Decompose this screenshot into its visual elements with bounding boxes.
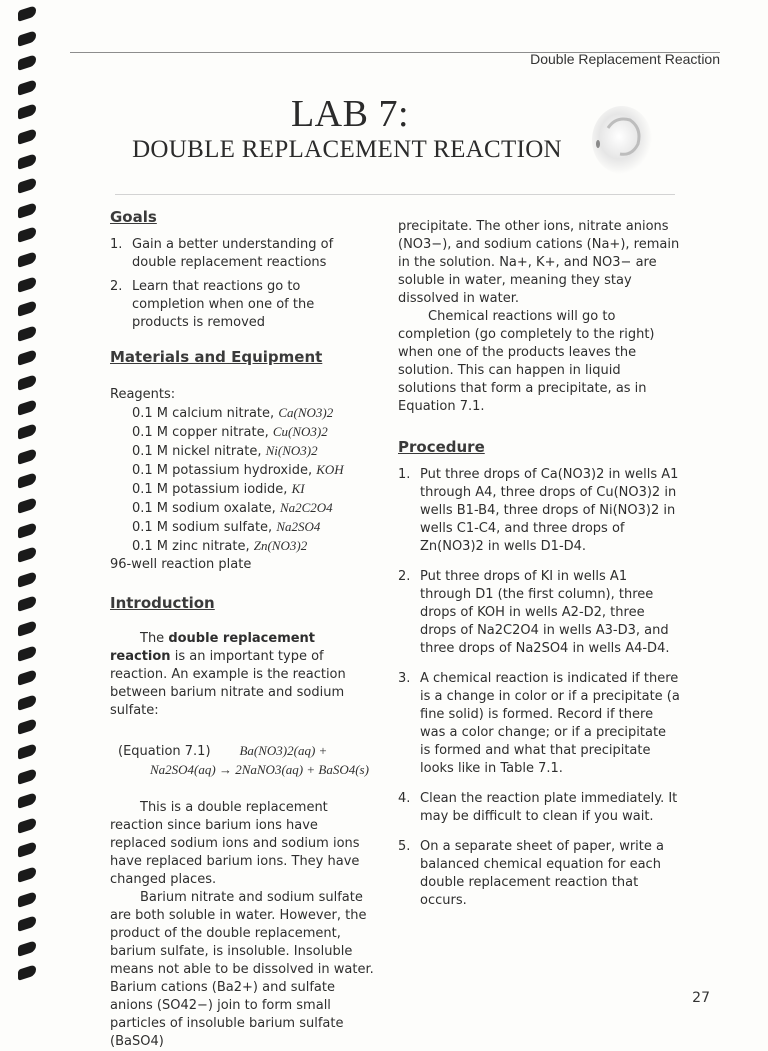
binding-ring [18, 54, 36, 71]
binding-ring [18, 448, 36, 465]
step-number: 4. [398, 791, 411, 806]
binding-ring [18, 546, 36, 563]
binding-ring [18, 300, 36, 317]
binding-ring [18, 276, 36, 293]
step-number: 2. [398, 569, 411, 584]
binding-ring [18, 522, 36, 539]
reagent-formula: KI [291, 481, 305, 496]
binding-ring [18, 472, 36, 489]
equation-label: (Equation 7.1) [118, 744, 211, 759]
intro-continued-paragraph: precipitate. The other ions, nitrate anions (NO3−), and sodium cations (Na+), remain in the solution. Na+, K+, and NO3− are soluble in water, meaning they stay dissolved in water. [398, 219, 680, 306]
reagent-item [110, 499, 375, 518]
reagent-formula: Cu(NO3)2 [272, 424, 328, 439]
binding-ring [18, 374, 36, 391]
binding-ring [18, 841, 36, 858]
plate-item: 96-well reaction plate [110, 557, 252, 572]
left-column [110, 208, 375, 1051]
binding-ring [18, 423, 36, 440]
binding-ring [18, 743, 36, 760]
reagent-formula: KOH [316, 462, 344, 477]
binding-ring [18, 964, 36, 981]
reagents-label: Reagents: [110, 387, 176, 402]
binding-ring [18, 891, 36, 908]
binding-ring [18, 940, 36, 957]
reagents-list [110, 404, 375, 556]
reagent-item [110, 480, 375, 499]
reagent-item [110, 423, 375, 442]
reagent-item [110, 404, 375, 423]
goal-text: Learn that reactions go to completion when one of the products is removed [132, 279, 315, 330]
equation-7-1 [110, 742, 375, 779]
binding-ring [18, 718, 36, 735]
intro-term: double replacement reaction [110, 631, 316, 664]
reagent-name: 0.1 M zinc nitrate, [132, 539, 250, 554]
binding-ring [18, 645, 36, 662]
binding-ring [18, 694, 36, 711]
equation-reactant-1: Ba(NO3)2(aq) + [239, 743, 328, 758]
binding-ring [18, 226, 36, 243]
goals-list [110, 236, 375, 332]
reagent-formula: Na2SO4 [276, 519, 321, 534]
procedure-step [398, 568, 680, 658]
equation-line-2: Na2SO4(aq) → 2NaNO3(aq) + BaSO4(s) [150, 762, 369, 777]
binding-ring [18, 792, 36, 809]
procedure-step [398, 790, 680, 826]
step-text: On a separate sheet of paper, write a balanced chemical equation for each double replacement reaction that occurs. [420, 839, 664, 908]
right-column [398, 218, 680, 910]
page-number: 27 [692, 990, 710, 1006]
reagent-formula: Na2C2O4 [279, 500, 333, 515]
binding-ring [18, 497, 36, 514]
binding-ring [18, 915, 36, 932]
completion-paragraph: Chemical reactions will go to completion (go completely to the right) when one of the products leaves the solution. This can happen in liquid solutions that form a precipitate, as in Equation 7.1. [398, 309, 655, 414]
binding-ring [18, 177, 36, 194]
binding-ring [18, 669, 36, 686]
reagent-name: 0.1 M nickel nitrate, [132, 444, 262, 459]
binding-ring [18, 325, 36, 342]
goal-number: 2. [110, 279, 123, 294]
procedure-step [398, 670, 680, 778]
step-number: 1. [398, 467, 411, 482]
reagent-formula: Ca(NO3)2 [278, 405, 334, 420]
step-text: Put three drops of Ca(NO3)2 in wells A1 through A4, three drops of Cu(NO3)2 in wells B1-B4, three drops of Ni(NO3)2 in wells C1-C4, and three drops of Zn(NO3)2 in wells D1-D4. [420, 467, 679, 554]
binding-ring [18, 866, 36, 883]
lab-title: LAB 7: [290, 93, 410, 135]
reagent-item [110, 537, 375, 556]
procedure-step [398, 466, 680, 556]
goals-heading: Goals [110, 208, 157, 226]
reagent-name: 0.1 M sodium sulfate, [132, 520, 273, 535]
binding-ring [18, 251, 36, 268]
reagent-item [110, 518, 375, 537]
flask-icon [586, 98, 656, 178]
binding-ring [18, 620, 36, 637]
introduction-heading: Introduction [110, 594, 215, 612]
intro-text: is an important type of reaction. An example is the reaction between barium nitrate and sodium sulfate: [110, 649, 346, 718]
reagent-name: 0.1 M potassium hydroxide, [132, 463, 313, 478]
intro-paragraph-1 [110, 630, 375, 720]
running-header: Double Replacement Reaction [530, 51, 720, 67]
reagent-formula: Ni(NO3)2 [265, 443, 318, 458]
title-rule [115, 194, 675, 195]
reagent-item [110, 461, 375, 480]
binding-ring [18, 571, 36, 588]
equation-line-1 [110, 742, 375, 761]
goal-item [110, 236, 375, 272]
lab-subtitle: DOUBLE REPLACEMENT REACTION [132, 136, 562, 163]
binding-ring [18, 817, 36, 834]
procedure-heading: Procedure [398, 438, 485, 456]
binding-ring [18, 349, 36, 366]
goal-text: Gain a better understanding of double replacement reactions [132, 237, 334, 270]
step-number: 5. [398, 839, 411, 854]
intro-paragraph-2: This is a double replacement reaction since barium ions have replaced sodium ions and sodium ions have replaced barium ions. They have changed places. [110, 800, 360, 887]
intro-text: The [140, 631, 169, 646]
procedure-list [398, 466, 680, 910]
goal-number: 1. [110, 237, 123, 252]
binding-ring [18, 399, 36, 416]
binding-ring [18, 202, 36, 219]
step-text: A chemical reaction is indicated if there is a change in color or if a precipitate (a fine solid) is formed. Record if there was a color change; or if a precipitate is formed and what that precipitate looks like in Table 7.1. [420, 671, 680, 776]
reagent-item [110, 442, 375, 461]
reagent-name: 0.1 M sodium oxalate, [132, 501, 276, 516]
step-number: 3. [398, 671, 411, 686]
intro-paragraph-3: Barium nitrate and sodium sulfate are both soluble in water. However, the product of the double replacement, barium sulfate, is insoluble. Insoluble means not able to be dissolved in water. Barium cations (Ba2+) and sulfate anions (SO42−) join to form small particles of insoluble barium sulfate (BaSO4) [110, 890, 374, 1049]
step-text: Clean the reaction plate immediately. It may be difficult to clean if you wait. [420, 791, 678, 824]
step-text: Put three drops of KI in wells A1 through D1 (the first column), three drops of KOH in wells A2-D2, three drops of Na2C2O4 in wells A3-D3, and three drops of Na2SO4 in wells A4-D4. [420, 569, 670, 656]
binding-ring [18, 30, 36, 47]
binding-ring [18, 595, 36, 612]
reagent-formula: Zn(NO3)2 [253, 538, 308, 553]
reagent-name: 0.1 M copper nitrate, [132, 425, 269, 440]
binding-ring [18, 5, 36, 22]
materials-heading: Materials and Equipment [110, 348, 323, 366]
procedure-step [398, 838, 680, 910]
reagent-name: 0.1 M potassium iodide, [132, 482, 288, 497]
binding-ring [18, 768, 36, 785]
reagent-name: 0.1 M calcium nitrate, [132, 406, 275, 421]
goal-item [110, 278, 375, 332]
